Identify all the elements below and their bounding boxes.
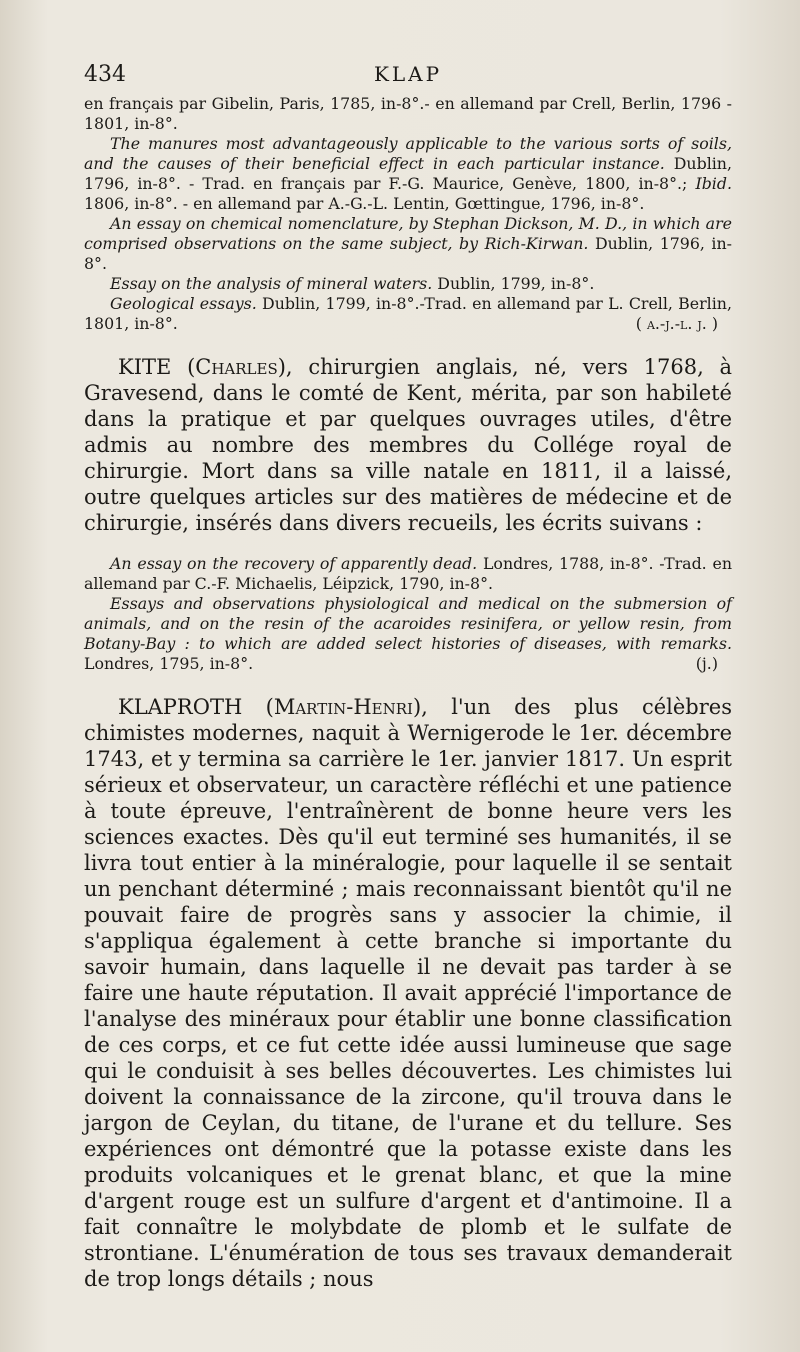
page-header (84, 60, 732, 94)
entry-forename: Charles (195, 355, 278, 379)
biblio-line: en français par Gibelin, Paris, 1785, in-8°.- en allemand par Crell, Berlin, 1796 - 1801, in-8°. (84, 94, 732, 133)
author-attribution: ( a.-j.-l. j. ) (635, 314, 718, 333)
running-head: KLAP (373, 62, 443, 86)
biblio-line: The manures most advantageously applicable to the various sorts of soils, and the causes of their beneficial effect in each particular instance. Dublin, 1796, in-8°. - Trad. en français par F.-G. Maurice, Genève, 1800, in-8°.; Ibid. 1806, in-8°. - en allemand par A.-G.-L. Lentin, Gœttingue, 1796, in-8°. (84, 134, 733, 213)
entry-klaproth (84, 694, 732, 1292)
page-number: 434 (84, 62, 126, 87)
entry-name: KLAPROTH (118, 695, 243, 719)
kirwan-bibliography (84, 94, 732, 334)
kite-bibliography (84, 554, 732, 674)
biblio-line: Geological essays. Dublin, 1799, in-8°.-Trad. en allemand par L. Crell, Berlin, 1801, in-8°. (84, 294, 732, 333)
biblio-line: An essay on chemical nomenclature, by Stephan Dickson, M. D., in which are comprised observations on the same subject, by Rich-Kirwan. Dublin, 1796, in-8°. (84, 214, 732, 273)
entry-text: KLAPROTH (Martin-Henri), l'un des plus célèbres chimistes modernes, naquit à Wernigerode le 1er. décembre 1743, et y termina sa carrière le 1er. janvier 1817. Un esprit sérieux et observateur, un caractère réfléchi et une patience à toute épreuve, l'entraînèrent de bonne heure vers les sciences exactes. Dès qu'il eut terminé ses humanités, il se livra tout entier à la minéralogie, pour laquelle il se sentait un penchant déterminé ; mais reconnaissant bientôt qu'il ne pouvait faire de progrès sans y associer la chimie, il s'appliqua également à cette branche si importante du savoir humain, dans laquelle il ne devait pas tarder à se faire une haute réputation. Il avait apprécié l'importance de l'analyse des minéraux pour établir une bonne classification de ces corps, et ce fut cette idée aussi lumineuse que sage qui le conduisit à ses belles découvertes. Les chimistes lui doivent la connaissance de la zircone, qu'il trouva dans le jargon de Ceylan, du titane, de l'urane et du tellure. Ses expériences ont démontré que la potasse existe dans les produits volcaniques et le grenat blanc, et que la mine d'argent rouge est un sulfure d'argent et d'antimoine. Il a fait connaître le molybdate de plomb et le sulfate de strontiane. L'énumération de tous ses travaux demanderait de trop longs détails ; nous (84, 695, 732, 1291)
entry-name: KITE (118, 355, 172, 379)
entry-forename: Martin-Henri (273, 695, 413, 719)
biblio-line: Essays and observations physiological and medical on the submersion of animals, and on the resin of the acaroides resinifera, or yellow resin, from Botany-Bay : to which are added select histories of diseases, with remarks. Londres, 1795, in-8°. (84, 594, 732, 673)
author-attribution: (j.) (695, 654, 718, 673)
entry-kite (84, 354, 732, 536)
entry-text: KITE (Charles), chirurgien anglais, né, vers 1768, à Gravesend, dans le comté de Kent, mérita, par son habileté dans la pratique et par quelques ouvrages utiles, d'être admis au nombre des membres du Collége royal de chirurgie. Mort dans sa ville natale en 1811, il a laissé, outre quelques articles sur des matières de médecine et de chirurgie, insérés dans divers recueils, les écrits suivans : (84, 355, 733, 535)
biblio-line: An essay on the recovery of apparently dead. Londres, 1788, in-8°. -Trad. en allemand par C.-F. Michaelis, Léipzick, 1790, in-8°. (84, 554, 732, 593)
biblio-line: Essay on the analysis of mineral waters. Dublin, 1799, in-8°. (110, 274, 595, 293)
